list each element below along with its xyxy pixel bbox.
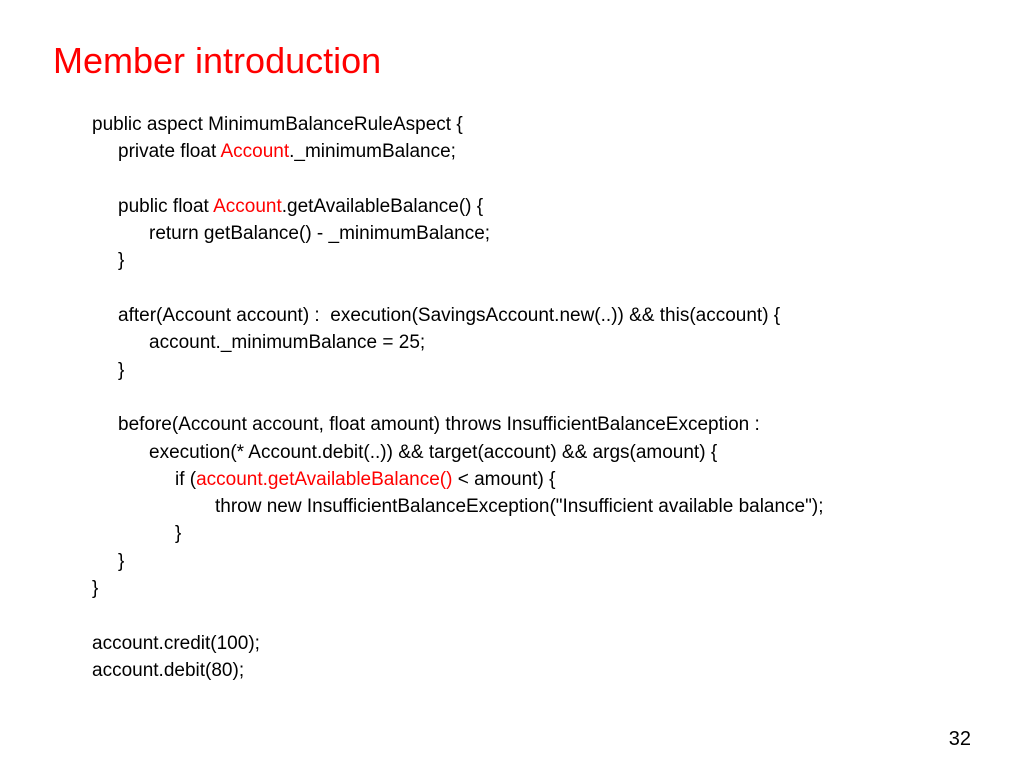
code-line [92,466,992,493]
code-line [92,548,992,575]
code-line [92,193,992,220]
code-text: } [118,359,125,381]
code-line [92,575,992,602]
code-line [92,138,992,165]
code-text: } [118,250,125,272]
code-line [92,439,992,466]
code-text: public aspect MinimumBalanceRuleAspect { [92,114,463,135]
code-text: throw new InsufficientBalanceException("Insufficient available balance"); [215,496,824,518]
page-number: 32 [948,728,971,750]
code-line [92,329,992,356]
blank-line [92,384,992,411]
code-text: return getBalance() - _minimumBalance; [149,223,491,245]
code-text: execution(* Account.debit(..)) && target(account) && args(amount) { [149,441,718,463]
code-text: } [118,550,125,572]
code-line [92,302,992,329]
code-line [92,247,992,274]
code-line [92,111,992,138]
code-text: after(Account account) : execution(SavingsAccount.new(..)) && this(account) { [118,305,781,327]
code-line [92,411,992,438]
code-text: if ( [175,468,197,490]
code-line [92,657,992,684]
blank-line [92,166,992,193]
code-text: public float [118,195,214,217]
code-text: ._minimumBalance; [289,141,456,163]
code-line [92,520,992,547]
blank-line [92,602,992,629]
blank-line [92,275,992,302]
code-text: before(Account account, float amount) throws InsufficientBalanceException : [118,414,760,436]
highlighted-code-text: Account [220,141,290,163]
code-text: } [92,578,99,600]
code-text: account.debit(80); [92,659,245,681]
code-text: private float [118,141,221,163]
code-block [92,111,992,684]
code-line [92,493,992,520]
code-text: account._minimumBalance = 25; [149,332,426,354]
code-text: account.credit(100); [92,632,260,654]
slide-title: Member introduction [53,40,382,81]
code-line [92,357,992,384]
highlighted-code-text: account.getAvailableBalance() [196,468,453,490]
code-text: < amount) { [452,468,556,490]
code-text: .getAvailableBalance() { [281,195,484,217]
code-text: } [175,523,182,545]
code-line [92,630,992,657]
code-line [92,220,992,247]
highlighted-code-text: Account [213,195,282,217]
